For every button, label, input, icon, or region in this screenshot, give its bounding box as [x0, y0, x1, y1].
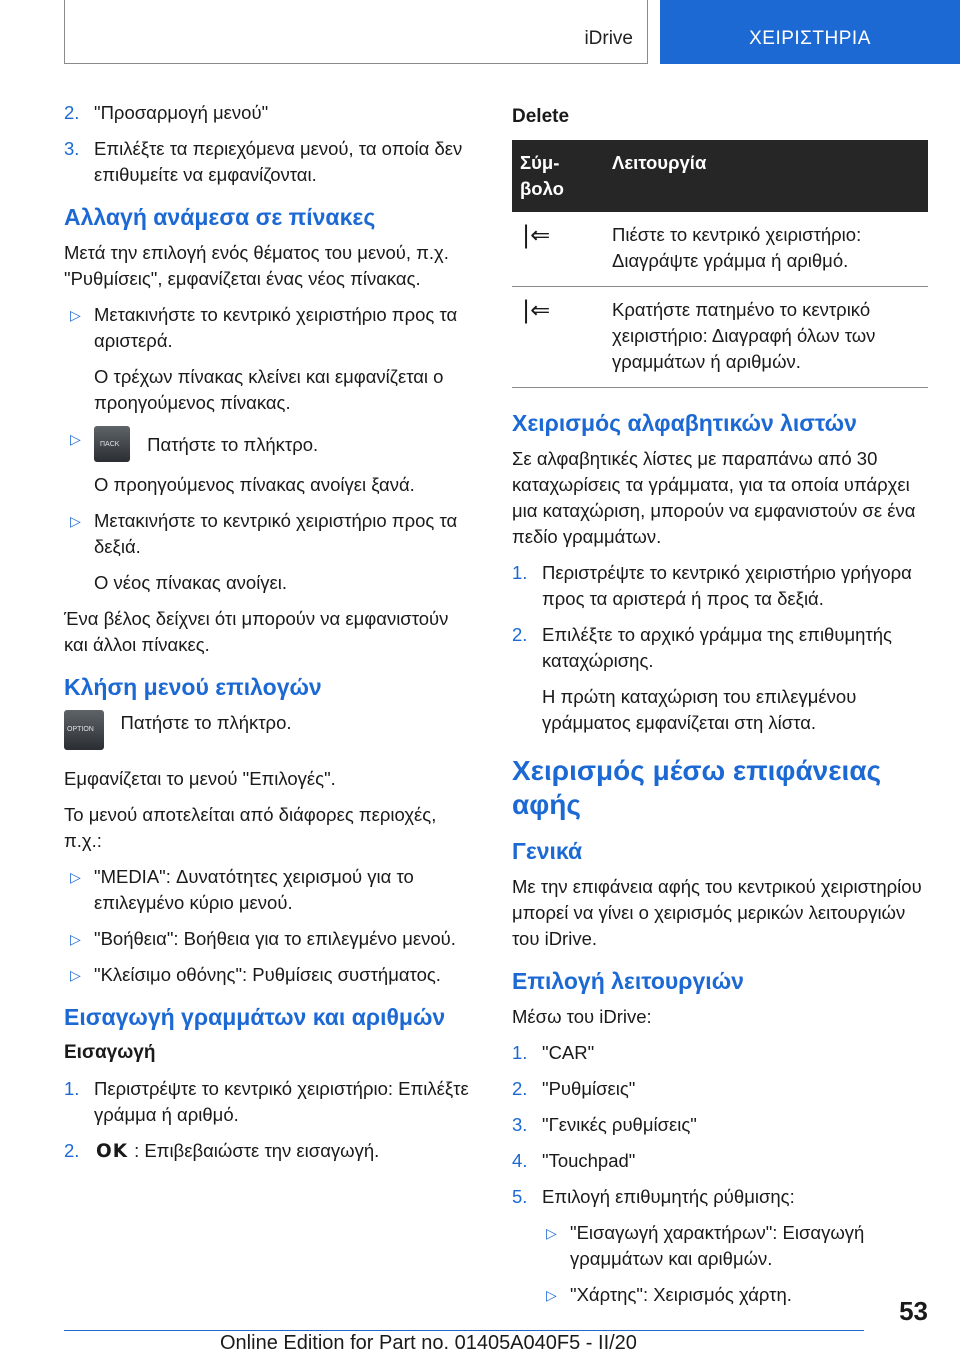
bullet-item: ▷ Μετακινήστε το κεντρικό χειριστήριο προς τα αριστερά. [70, 304, 458, 351]
option-key-icon: OPTION [64, 710, 104, 750]
delete-table [512, 140, 928, 388]
list-item: 2. "Προσαρμογή μενού" [64, 102, 269, 123]
list-item: 2. OK : Επιβεβαιώστε την εισαγωγή. [64, 1138, 476, 1165]
triangle-bullet-icon: ▷ [546, 1225, 557, 1241]
triangle-bullet-icon: ▷ [70, 869, 81, 885]
paragraph: Το μενού αποτελείται από διάφορες περιοχές, π.χ.: [64, 804, 437, 851]
section-heading-options: Κλήση μενού επιλογών [64, 674, 322, 700]
paragraph: Μέσω του iDrive: [512, 1006, 652, 1027]
triangle-bullet-icon: ▷ [70, 307, 81, 323]
paragraph: Με την επιφάνεια αφής του κεντρικού χειριστηρίου μπορεί να γίνει ο χειρισμός μερικών λειτουργιών του iDrive. [512, 876, 922, 949]
list-item: 2. Επιλέξτε το αρχικό γράμμα της επιθυμητής καταχώρισης. [512, 624, 892, 671]
bullet-item: ▷ ΠΑCK Πατήστε το πλήκτρο. [64, 426, 476, 462]
table-row: |⇐ Κρατήστε πατημένο το κεντρικό χειριστήριο: Διαγραφή όλων των γραμμάτων ή αριθμών. [512, 287, 928, 388]
section-heading-input: Εισαγωγή γραμμάτων και αριθμών [64, 1004, 446, 1030]
right-column [512, 100, 928, 1318]
back-key-icon: ΠΑCK [94, 426, 130, 462]
sub-paragraph: Η πρώτη καταχώριση του επιλεγμένου γράμματος εμφανίζεται στη λίστα. [542, 686, 857, 733]
paragraph: Εμφανίζεται το μενού "Επιλογές". [64, 768, 336, 789]
list-item: 5. Επιλογή επιθυμητής ρύθμισης: [512, 1186, 795, 1207]
chapter-heading-touch: Χειρισμός μέσω επιφάνειας αφής [512, 755, 882, 820]
section-heading-tables: Αλλαγή ανάμεσα σε πίνακες [64, 204, 376, 230]
section-heading-general: Γενικά [512, 838, 583, 864]
table-header-function: Λειτουργία [604, 140, 928, 212]
table-row: |⇐ Πιέστε το κεντρικό χειριστήριο: Διαγράψτε γράμμα ή αριθμό. [512, 212, 928, 287]
list-item: 1. Περιστρέψτε το κεντρικό χειριστήριο: Επιλέξτε γράμμα ή αριθμό. [64, 1078, 469, 1125]
triangle-bullet-icon: ▷ [70, 431, 81, 447]
table-header-row [512, 140, 928, 212]
page-header [0, 0, 960, 64]
triangle-bullet-icon: ▷ [70, 967, 81, 983]
bullet-item: ▷ "Κλείσιμο οθόνης": Ρυθμίσεις συστήματος. [64, 962, 476, 988]
paragraph: Μετά την επιλογή ενός θέματος του μενού, π.χ. "Ρυθμίσεις", εμφανίζεται ένας νέος πίνακας. [64, 242, 449, 289]
list-item: 4. "Touchpad" [512, 1150, 636, 1171]
header-chapter-title: ΧΕΙΡΙΣΤΗΡΙΑ [749, 28, 871, 49]
list-item: 1. "CAR" [512, 1042, 595, 1063]
triangle-bullet-icon: ▷ [70, 931, 81, 947]
list-item: 2. "Ρυθμίσεις" [512, 1078, 636, 1099]
triangle-bullet-icon: ▷ [70, 513, 81, 529]
bullet-item: ▷ "Εισαγωγή χαρακτήρων": Εισαγωγή γραμμάτων και αριθμών. [546, 1222, 865, 1269]
header-section-title: iDrive [584, 28, 633, 49]
header-left-box [64, 0, 648, 64]
page-number: 53 [899, 1296, 928, 1326]
sub-paragraph: Ο νέος πίνακας ανοίγει. [94, 572, 288, 593]
list-item: 1. Περιστρέψτε το κεντρικό χειριστήριο γρήγορα προς τα αριστερά ή προς τα δεξιά. [512, 562, 912, 609]
footer-divider [64, 1330, 864, 1331]
list-item: 3. Επιλέξτε τα περιεχόμενα μενού, τα οποία δεν επιθυμείτε να εμφανίζονται. [64, 138, 463, 185]
triangle-bullet-icon: ▷ [546, 1287, 557, 1303]
paragraph: Σε αλφαβητικές λίστες με παραπάνω από 30 καταχωρίσεις τα γράμματα, για τα οποία υπάρχει μια καταχώριση, μπορούν να εμφανιστούν σε ένα πεδίο γραμμάτων. [512, 448, 916, 547]
subheading-delete: Delete [512, 106, 570, 127]
table-header-symbol: Σύμ-βολο [512, 140, 604, 212]
sub-paragraph: Ο τρέχων πίνακας κλείνει και εμφανίζεται ο προηγούμενος πίνακας. [94, 366, 444, 413]
paragraph: Ένα βέλος δείχνει ότι μπορούν να εμφανιστούν και άλλοι πίνακες. [64, 608, 449, 655]
delete-icon: |⇐ [512, 287, 604, 388]
bullet-item: ▷ Μετακινήστε το κεντρικό χειριστήριο προς τα δεξιά. [70, 510, 458, 557]
ok-icon: OK [96, 1141, 129, 1162]
delete-icon: |⇐ [512, 212, 604, 287]
left-column [64, 100, 476, 1175]
footer-edition-text: Online Edition for Part no. 01405A040F5 - II/20 [220, 1332, 637, 1354]
bullet-item: ▷ "MEDIA": Δυνατότητες χειρισμού για το επιλεγμένο κύριο μενού. [70, 866, 414, 913]
section-heading-alpha: Χειρισμός αλφαβητικών λιστών [512, 410, 857, 436]
sub-paragraph: Ο προηγούμενος πίνακας ανοίγει ξανά. [94, 474, 415, 495]
option-key-row: OPTION Πατήστε το πλήκτρο. [64, 710, 476, 756]
section-heading-select: Επιλογή λειτουργιών [512, 968, 744, 994]
bullet-item: ▷ "Βοήθεια": Βοήθεια για το επιλεγμένο μενού. [64, 926, 476, 952]
header-chapter-tab [660, 0, 960, 64]
list-item: 3. "Γενικές ρυθμίσεις" [512, 1114, 697, 1135]
bullet-item: ▷ "Χάρτης": Χειρισμός χάρτη. [512, 1282, 928, 1308]
subheading-entry: Εισαγωγή [64, 1042, 156, 1063]
